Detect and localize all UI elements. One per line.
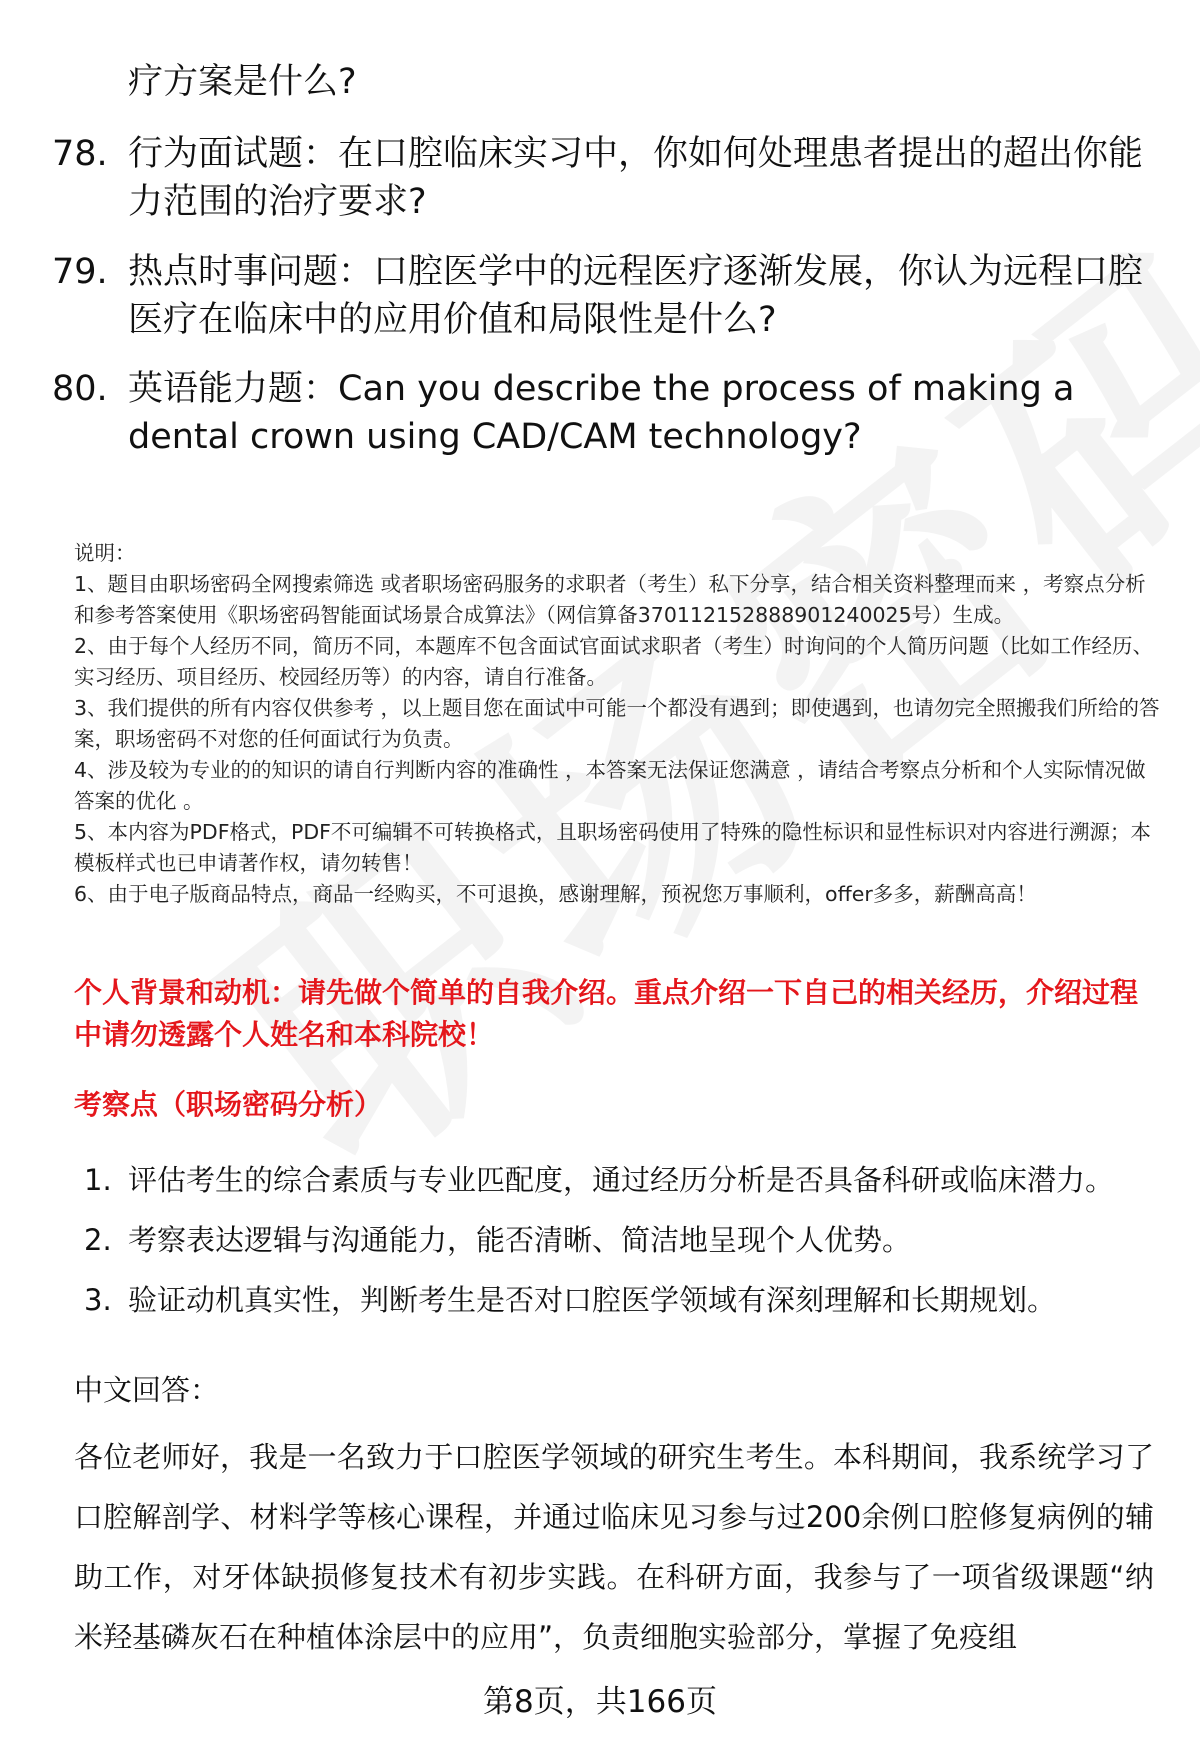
answer-label: 中文回答： — [74, 1373, 220, 1407]
point-number: 3. — [84, 1283, 112, 1317]
point-number: 2. — [84, 1223, 112, 1257]
note-item: 4、涉及较为专业的的知识的请自行判断内容的准确性 ，本答案无法保证您满意 ，请结合考察点分析和个人实际情况做答案的优化 。 — [74, 758, 1146, 813]
question-number: 78. — [52, 134, 108, 174]
question-number: 80. — [52, 369, 108, 409]
question-78 — [52, 130, 1152, 226]
point-text: 考察表达逻辑与沟通能力，能否清晰、简洁地呈现个人优势。 — [128, 1223, 912, 1257]
question-number: 79. — [52, 252, 108, 292]
page-footer: 第8页，共166页 — [483, 1684, 717, 1720]
point-text: 评估考生的综合素质与专业匹配度，通过经历分析是否具备科研或临床潜力。 — [128, 1163, 1115, 1197]
question-text: 热点时事问题：口腔医学中的远程医疗逐渐发展，你认为远程口腔医疗在临床中的应用价值和局限性是什么? — [128, 252, 1144, 340]
question-79 — [52, 248, 1152, 344]
note-item: 3、我们提供的所有内容仅供参考 ，以上题目您在面试中可能一个都没有遇到；即使遇到，也请勿完全照搬我们所给的答案，职场密码不对您的任何面试行为负责。 — [74, 696, 1160, 751]
analysis-title: 考察点（职场密码分析） — [74, 1088, 383, 1121]
question-text: 英语能力题：Can you describe the process of making a dental crown using CAD/CAM technology? — [128, 369, 1075, 457]
notes-title: 说明： — [74, 541, 136, 565]
answer-text: 各位老师好，我是一名致力于口腔医学领域的研究生考生。本科期间，我系统学习了口腔解剖学、材料学等核心课程，并通过临床见习参与过200余例口腔修复病例的辅助工作，对牙体缺损修复技术有初步实践。在科研方面，我参与了一项省级课题“纳米羟基磷灰石在种植体涂层中的应用”，负责细胞实验部分，掌握了免疫组 — [74, 1440, 1154, 1654]
question-continuation: 疗方案是什么? — [128, 62, 357, 102]
analysis-point — [84, 1220, 1174, 1260]
point-text: 验证动机真实性，判断考生是否对口腔医学领域有深刻理解和长期规划。 — [128, 1283, 1057, 1317]
note-item: 5、本内容为PDF格式，PDF不可编辑不可转换格式，且职场密码使用了特殊的隐性标识和显性标识对内容进行溯源；本模板样式也已申请著作权，请勿转售！ — [74, 820, 1151, 875]
analysis-point — [84, 1160, 1174, 1200]
note-item: 2、由于每个人经历不同，简历不同，本题库不包含面试官面试求职者（考生）时询问的个人简历问题（比如工作经历、实习经历、项目经历、校园经历等）的内容，请自行准备。 — [74, 634, 1154, 689]
section-heading: 个人背景和动机：请先做个简单的自我介绍。重点介绍一下自己的相关经历，介绍过程中请勿透露个人姓名和本科院校！ — [74, 976, 1139, 1051]
note-item: 1、题目由职场密码全网搜索筛选 或者职场密码服务的求职者（考生）私下分享，结合相关资料整理而来 ，考察点分析和参考答案使用《职场密码智能面试场景合成算法》（网信算备370112152888901240025号）生成。 — [74, 572, 1146, 627]
point-number: 1. — [84, 1163, 112, 1197]
question-80 — [52, 365, 1152, 461]
analysis-points — [84, 1160, 1174, 1340]
analysis-point — [84, 1280, 1174, 1320]
note-item: 6、由于电子版商品特点，商品一经购买，不可退换，感谢理解，预祝您万事顺利，offer多多，薪酬高高！ — [74, 882, 1037, 906]
disclaimer-notes — [74, 538, 1164, 910]
question-text: 行为面试题：在口腔临床实习中，你如何处理患者提出的超出你能力范围的治疗要求? — [128, 134, 1144, 222]
